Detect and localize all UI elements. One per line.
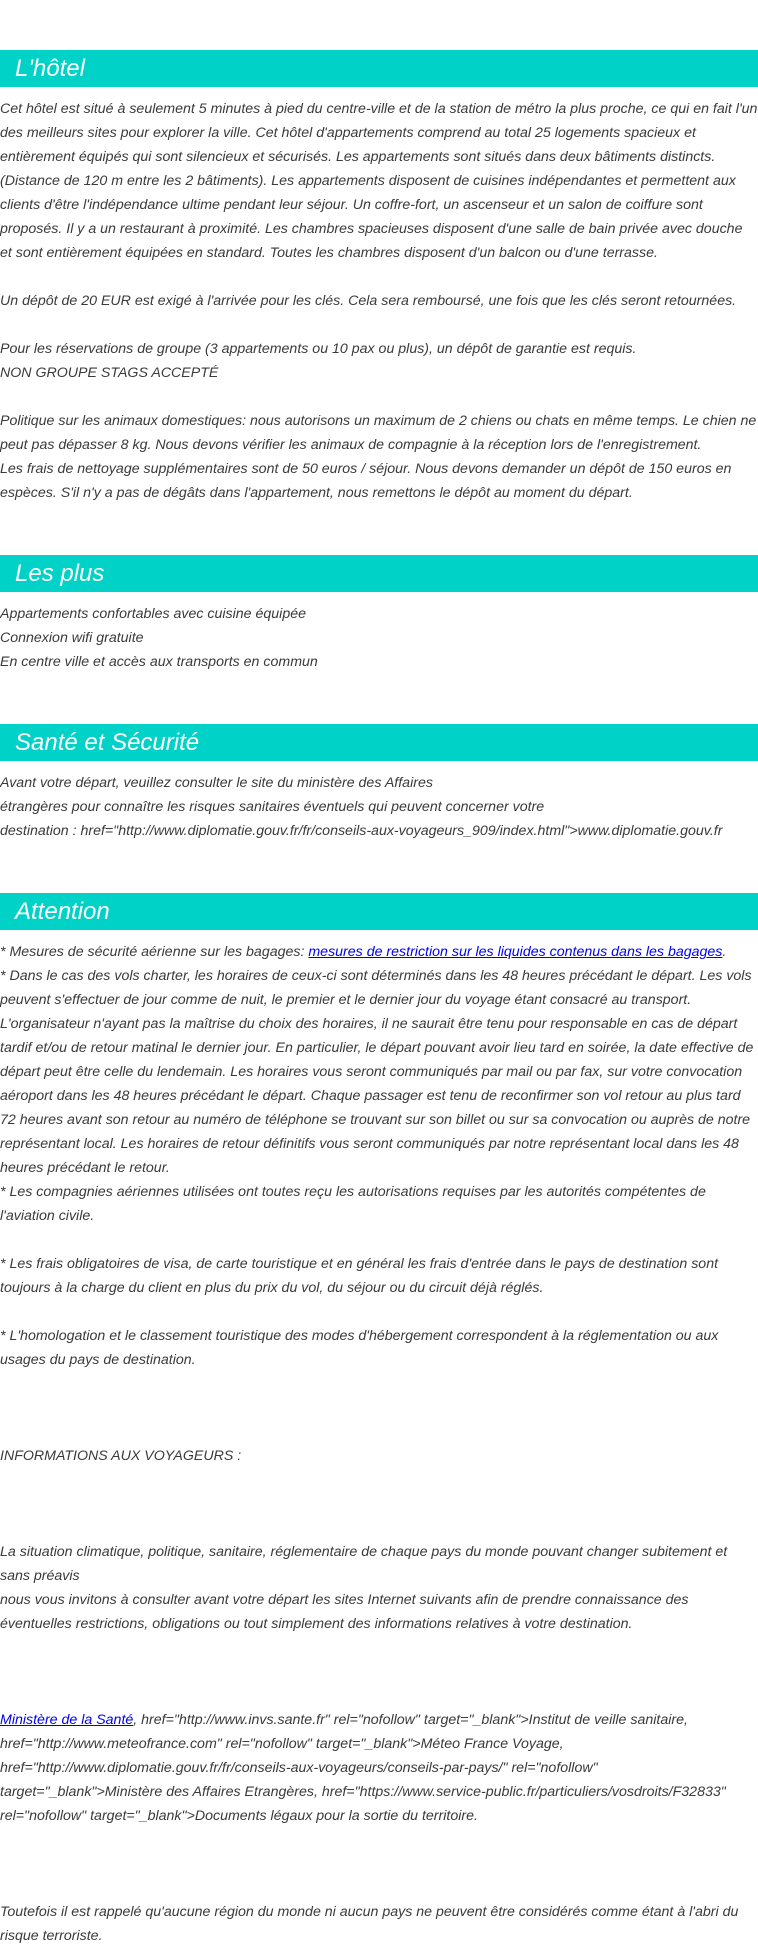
visa-info: * Les frais obligatoires de visa, de carte touristique et en général les frais d'entrée dans le pays de destination sont toujours à la charge du client en plus du prix du vol, du séjour ou du circuit déjà réglés. — [0, 1256, 719, 1296]
hotel-stags: NON GROUPE STAGS ACCEPTÉ — [0, 365, 219, 381]
hotel-cleaning: Les frais de nettoyage supplémentaires sont de 50 euros / séjour. Nous devons demander un dépôt de 150 euros en espèces. S'il n'y a pas de dégâts dans l'appartement, nous remettons le dépôt au moment du départ. — [0, 461, 732, 501]
hotel-description: Cet hôtel est situé à seulement 5 minutes à pied du centre-ville et de la station de métro la plus proche, ce qui en fait l'un des meilleurs sites pour explorer la ville. Cet hôtel d'appartements comprend au total 25 logements spacieux et entièrement équipés qui sont silencieux et sécurisés. Les appartements sont situés dans deux bâtiments distincts. (Distance de 120 m entre les 2 bâtiments). Les appartements disposent de cuisines indépendantes et permettent aux clients d'être l'indépendance ultime pendant leur séjour. Un coffre-fort, un ascenseur et un salon de coiffure sont proposés. Il y a un restaurant à proximité. Les chambres spacieuses disposent d'une salle de bain privée avec douche et sont entièrement équipées en standard. Toutes les chambres disposent d'un balcon ou d'une terrasse. — [0, 101, 758, 261]
info-heading: INFORMATIONS AUX VOYAGEURS : — [0, 1448, 242, 1464]
homologation-info: * L'homologation et le classement touristique des modes d'hébergement correspondent à la réglementation ou aux usages du pays de destination. — [0, 1328, 719, 1368]
section-title-attention: Attention — [15, 898, 110, 925]
plus-item: Appartements confortables avec cuisine équipée — [0, 606, 307, 622]
plus-item: En centre ville et accès aux transports en commun — [0, 654, 318, 670]
section-header-plus — [0, 555, 758, 592]
ministry-rest: , href="http://www.invs.sante.fr" rel="nofollow" target="_blank">Institut de veille sanitaire, href="http://www.meteofrance.com" rel="nofollow" target="_blank">Méteo France Voyage, href="http://www.diplomatie.gouv.fr/fr/conseils-aux-voyageurs/conseils-par-pays/" rel="nofollow" target="_blank">Ministère des Affaires Etrangères, href="https://www.service-public.fr/particuliers/vosdroits/F32833" rel="nofollow" target="_blank">Documents légaux pour la sortie du territoire. — [0, 1712, 726, 1824]
section-title-hotel: L'hôtel — [15, 55, 85, 82]
liquids-restriction-link[interactable]: mesures de restriction sur les liquides contenus dans les bagages — [308, 944, 723, 960]
health-content — [0, 771, 758, 843]
security-measures — [0, 940, 758, 964]
health-line: Avant votre départ, veuillez consulter le site du ministère des Affaires — [0, 775, 433, 791]
section-header-attention — [0, 893, 758, 930]
hotel-pets: Politique sur les animaux domestiques: nous autorisons un maximum de 2 chiens ou chats en même temps. Le chien ne peut pas dépasser 8 kg. Nous devons vérifier les animaux de compagnie à la réception lors de l'enregistrement. — [0, 413, 757, 453]
section-title-health: Santé et Sécurité — [15, 729, 200, 756]
plus-item: Connexion wifi gratuite — [0, 630, 144, 646]
health-line: étrangères pour connaître les risques sanitaires éventuels qui peuvent concerner votre — [0, 799, 545, 815]
hotel-deposit: Un dépôt de 20 EUR est exigé à l'arrivée pour les clés. Cela sera remboursé, une fois que les clés seront retournées. — [0, 293, 737, 309]
section-header-health — [0, 724, 758, 761]
terror-info: Toutefois il est rappelé qu'aucune région du monde ni aucun pays ne peuvent être considérés comme étant à l'abri du risque terroriste. — [0, 1904, 739, 1944]
health-line: destination : href="http://www.diplomatie.gouv.fr/fr/conseils-aux-voyageurs_909/index.html">www.diplomatie.gouv.fr — [0, 823, 723, 839]
hotel-group: Pour les réservations de groupe (3 appartements ou 10 pax ou plus), un dépôt de garantie est requis. — [0, 341, 637, 357]
ministry-links — [0, 1708, 758, 1828]
charter-info: * Dans le cas des vols charter, les horaires de ceux-ci sont déterminés dans les 48 heures précédant le départ. Les vols peuvent s'effectuer de jour comme de nuit, le premier et le dernier jour du voyage étant consacré au transport. L'organisateur n'ayant pas la maîtrise du choix des horaires, il ne saurait être tenu pour responsable en cas de départ tardif et/ou de retour matinal le dernier jour. En particulier, le départ pouvant avoir lieu tard en soirée, la date effective de départ peut être celle du lendemain. Les horaires vous seront communiqués par mail ou par fax, sur votre convocation aéroport dans les 48 heures précédant le départ. Chaque passager est tenu de reconfirmer son vol retour au plus tard 72 heures avant son retour au numéro de téléphone se trouvant sur son billet ou sur sa convocation ou auprès de notre représentant local. Les horaires de retour définitifs vous seront communiqués par notre représentant local dans les 48 heures précédant le retour. — [0, 968, 754, 1176]
attention-content — [0, 940, 758, 1948]
section-header-hotel — [0, 50, 758, 87]
security-suffix: . — [722, 944, 727, 960]
plus-list — [0, 602, 758, 674]
section-title-plus: Les plus — [15, 560, 105, 587]
security-prefix: * Mesures de sécurité aérienne sur les bagages: — [0, 944, 309, 960]
hotel-content — [0, 97, 758, 505]
invite-info: nous vous invitons à consulter avant votre départ les sites Internet suivants afin de prendre connaissance des éventuelles restrictions, obligations ou tout simplement des informations relatives à votre destination. — [0, 1592, 689, 1632]
situation-info: La situation climatique, politique, sanitaire, réglementaire de chaque pays du monde pouvant changer subitement et sans préavis — [0, 1544, 728, 1584]
ministry-health-link[interactable]: Ministère de la Santé — [0, 1712, 134, 1728]
airlines-info: * Les compagnies aériennes utilisées ont toutes reçu les autorisations requises par les autorités compétentes de l'aviation civile. — [0, 1184, 706, 1224]
